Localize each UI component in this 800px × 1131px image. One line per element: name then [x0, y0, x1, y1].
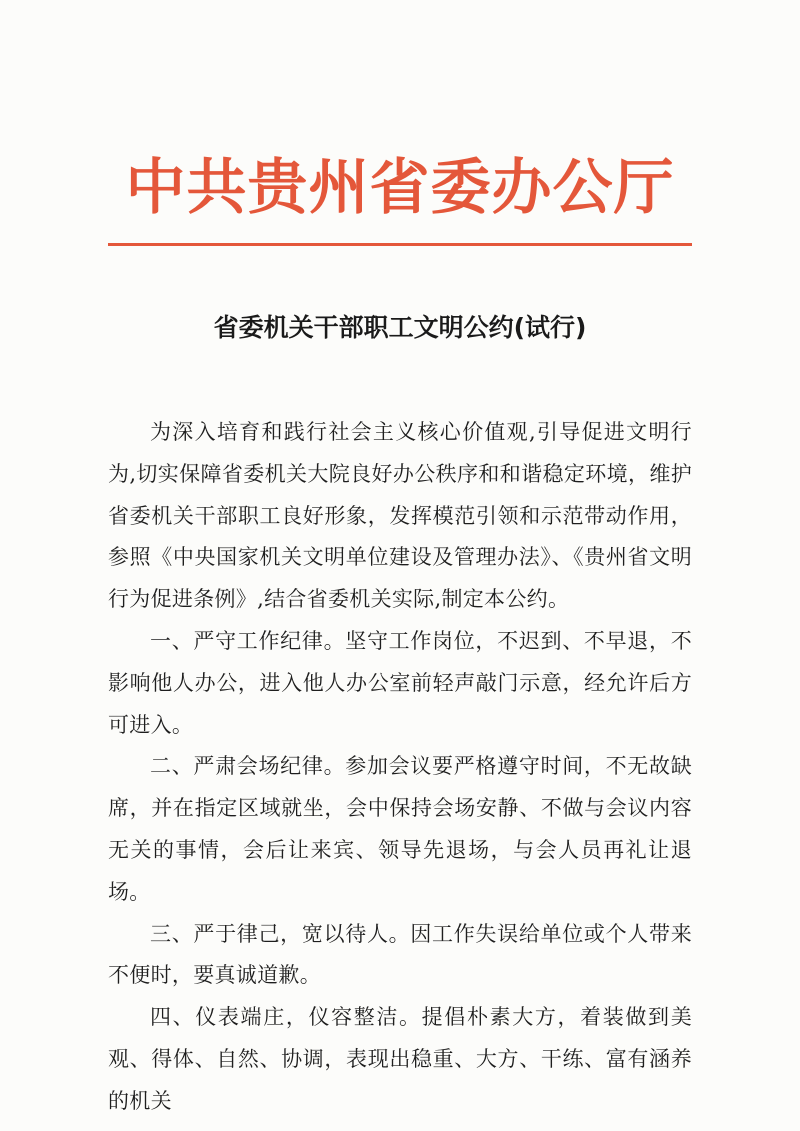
- paragraph-article-3: 三、严于律己，宽以待人。因工作失误给单位或个人带来不便时，要真诚道歉。: [108, 921, 692, 988]
- paragraph-article-1: 一、严守工作纪律。坚守工作岗位，不迟到、不早退，不影响他人办公，进入他人办公室前轻声敲门示意，经允许后方可进入。: [108, 628, 692, 737]
- document-body: [108, 412, 692, 1123]
- issuing-organization-header: 中共贵州省委办公厅: [125, 153, 675, 223]
- document-title: 省委机关干部职工文明公约(试行): [213, 313, 587, 342]
- paragraph-preamble: 为深入培育和践行社会主义核心价值观,引导促进文明行为,切实保障省委机关大院良好办公秩序和和谐稳定环境，维护省委机关干部职工良好形象，发挥模范引领和示范带动作用，参照《中央国家机关文明单位建设及管理办法》、《贵州省文明行为促进条例》,结合省委机关实际,制定本公约。: [108, 420, 692, 612]
- paragraph-article-4: 四、仪表端庄，仪容整洁。提倡朴素大方，着装做到美观、得体、自然、协调，表现出稳重、大方、干练、富有涵养的机关: [108, 1005, 692, 1113]
- paragraph-article-2: 二、严肃会场纪律。参加会议要严格遵守时间，不无故缺席，并在指定区域就坐，会中保持会场安静、不做与会议内容无关的事情，会后让来宾、领导先退场，与会人员再礼让退场。: [108, 754, 692, 904]
- header-red-rule: [108, 243, 692, 246]
